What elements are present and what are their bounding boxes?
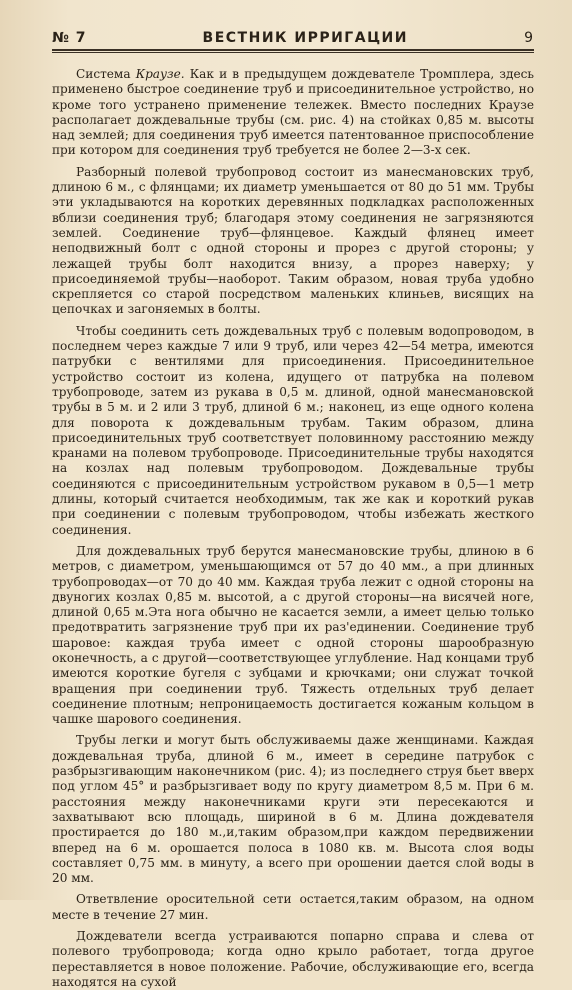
paragraph-krauze-system: Система Краузе. Как и в предыдущем дождевателе Тромплера, здесь применено быстрое соединение труб и присоединительное устройство, но кроме того устранено применение тележек. Вместо последних Краузе располагает дождевальные трубы (см. рис. 4) на стойках 0,85 м. высоты над землей; для соединения труб имеется патентованное приспособление при котором для соединения труб требуется не более 2—3-х сек. [52,67,534,158]
paragraph-connection-device: Чтобы соединить сеть дождевальных труб с полевым водопроводом, в последнем через каждые 7 или 9 труб, или через 42—54 метра, имеются патрубки с вентилями для присоединения. Присоединительное устройство состоит из колена, идущего от патрубка на полевом трубопроводе, затем из рукава в 0,5 м. длиной, одной манесмановской трубы в 5 м. и 2 или 3 труб, длиной 6 м.; наконец, из еще одного колена для поворота к дождевальным трубам. Таким образом, длина присоединительных труб соответствует половинному расстоянию между кранами на полевом трубопроводе. Присоединительные трубы находятся на козлах над полевым трубопроводом. Дождевальные трубы соединяются с присоединительным устройством рукавом в 0,5—1 метр длины, который считается необходимым, так же как и короткий рукав при соединении с полевым трубопроводом, чтобы избежать жесткого соединения. [52,323,534,537]
system-name-term: Краузе. [135,67,185,81]
article-body [52,67,534,990]
paragraph-paired-sprinklers: Дождеватели всегда устраиваются попарно справа и слева от полевого трубопровода; когда одно крыло работает, тогда другое переставляется в новое положение. Рабочие, обслуживающие его, всегда находятся на сухой [52,929,534,989]
journal-title: ВЕСТНИК ИРРИГАЦИИ [202,30,408,46]
issue-number: № 7 [52,30,87,46]
running-header [52,30,534,51]
paragraph-field-pipeline: Разборный полевой трубопровод состоит из манесмановских труб, длиною 6 м., с флянцами; их диаметр уменьшается от 80 до 51 мм. Трубы эти укладываются на коротких деревянных подкладках расположенных вблизи соединения труб; благодаря этому соединения не загрязняются землей. Соединение труб—флянцевое. Каждый флянец имеет неподвижный болт с одной стороны и прорез с другой стороны; у лежащей трубы болт находится внизу, а прорез наверху; у присоединяемой трубы—наоборот. Таким образом, новая труба удобно скрепляется со старой посредством маленьких клиньев, висящих на цепочках и загоняемых в болты. [52,164,534,317]
paragraph-branch-duration: Ответвление оросительной сети остается,таким образом, на одном месте в течение 27 мин. [52,892,534,922]
paragraph-sprinkler-pipes: Для дождевальных труб берутся манесмановские трубы, длиною в 6 метров, с диаметром, уменьшающимся от 57 до 40 мм., а при длинных трубопроводах—от 70 до 40 мм. Каждая труба лежит с одной стороны на двуногих козлах 0,85 м. высотой, а с другой стороны—на висячей ноге, длиной 0,65 м.Эта нога обычно не касается земли, а имеет целью только предотвратить загрязнение труб при их раз'единении. Соединение труб шаровое: каждая труба имеет с одной стороны шарообразную оконечность, а с другой—соответствующее углубление. Над концами труб имеются короткие бугеля с зубцами и крючками; они служат точкой вращения при соединении труб. Тяжесть отдельных труб делает соединение плотным; непроницаемость достигается кожаным кольцом в чашке шарового соединения. [52,543,534,727]
header-rule [52,52,534,53]
paragraph-operation: Трубы легки и могут быть обслуживаемы даже женщинами. Каждая дождевальная труба, длиной 6 м., имеет в середине патрубок с разбрызгивающим наконечником (рис. 4); из последнего струя бьет вверх под углом 45° и разбрызгивает воду по кругу диаметром 8,5 м. При 6 м. расстояния между наконечниками круги эти пересекаются и захватывают всю площадь, шириной в 6 м. Длина дождевателя простирается до 180 м.,и,таким образом,при каждом передвижении вперед на 6 м. орошается полоса в 1080 кв. м. Высота слоя воды составляет 0,75 мм. в минуту, а всего при орошении дается слой воды в 20 мм. [52,733,534,886]
page-number: 9 [524,30,534,46]
